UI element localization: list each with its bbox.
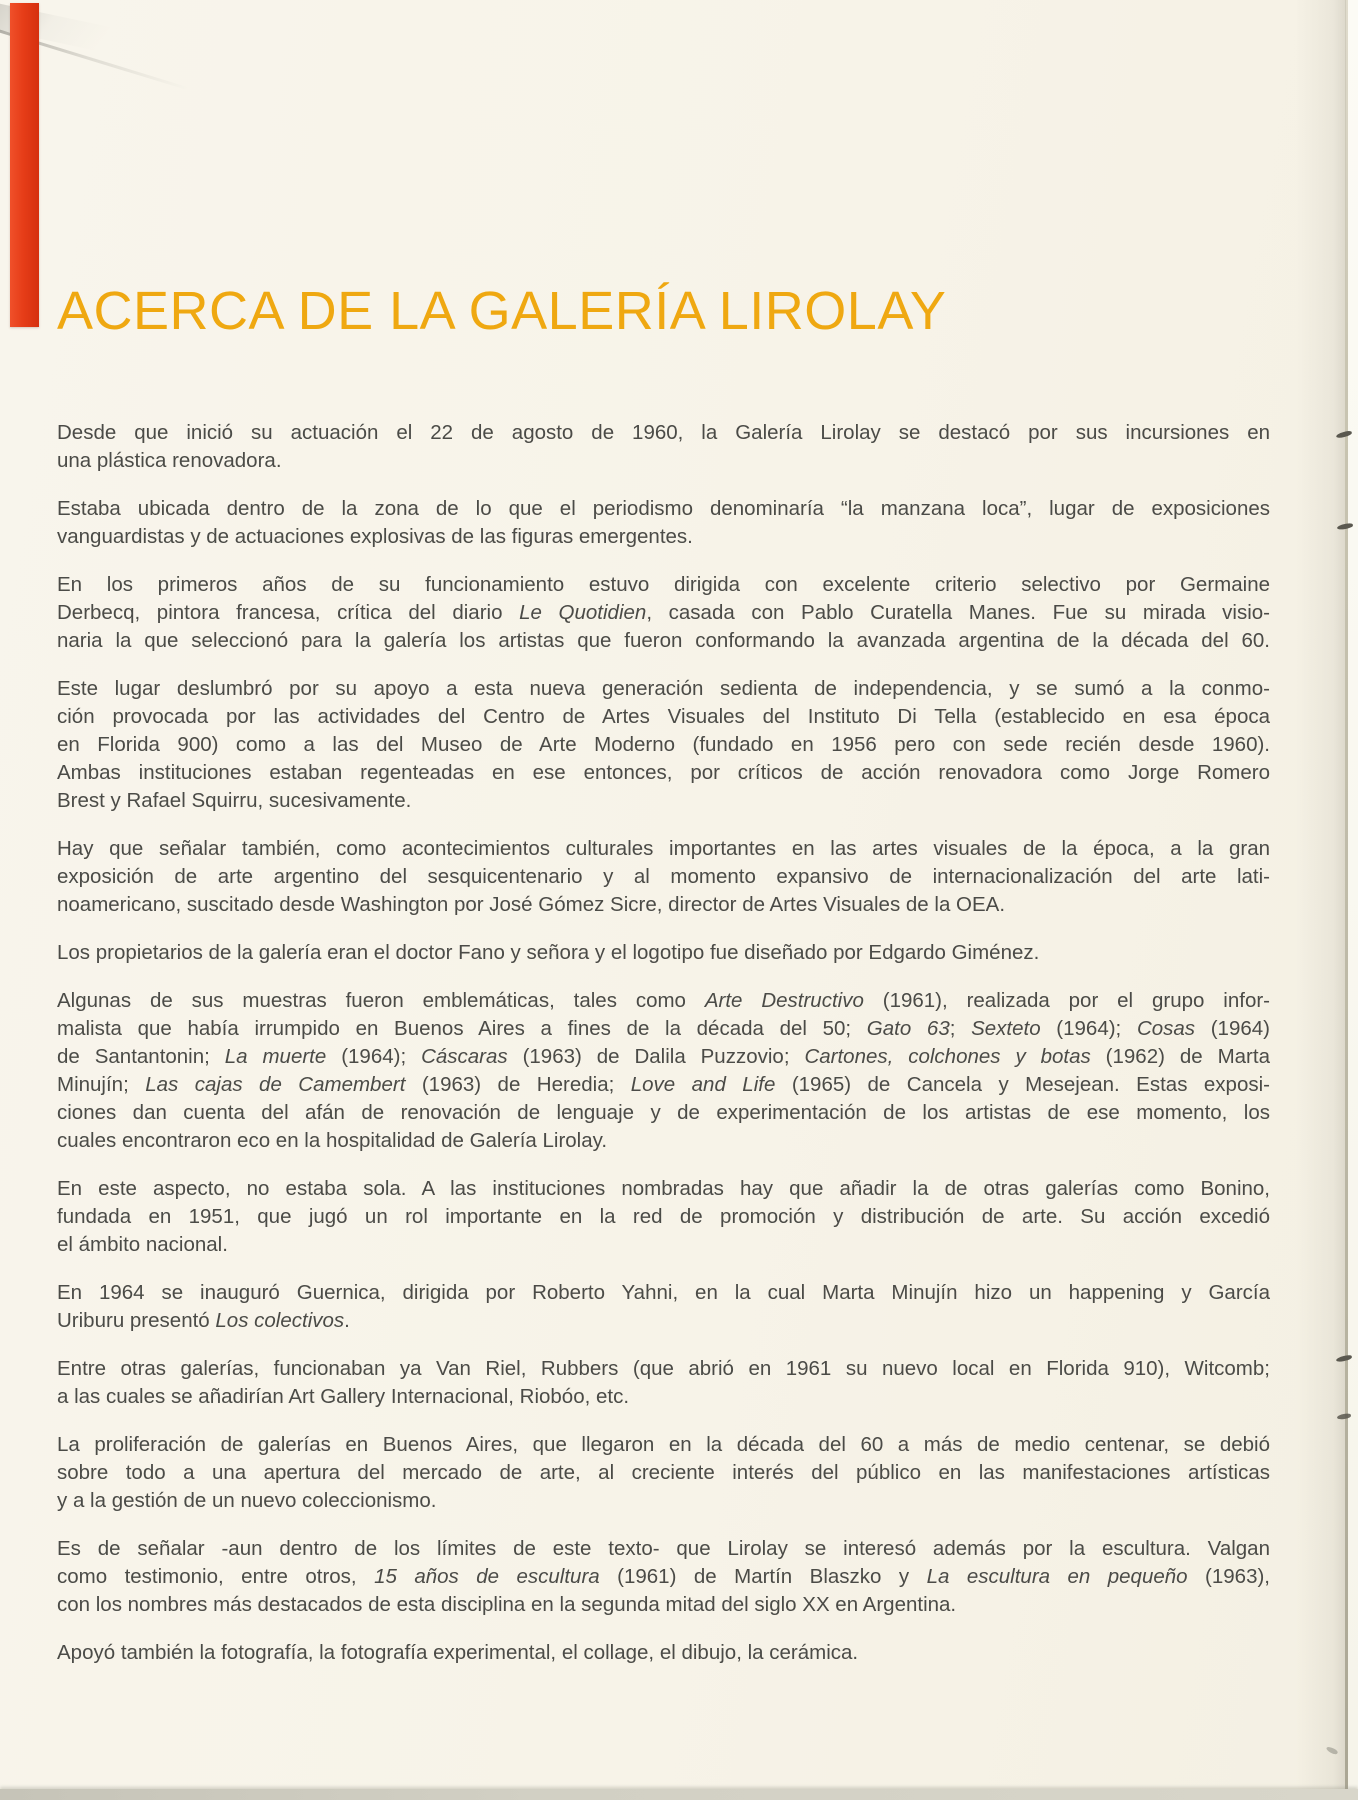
text-line: en Florida 900) como a las del Museo de Arte Moderno (fundado en 1956 pero con sede recién desde 1960). xyxy=(57,733,1270,756)
text-line: Los propietarios de la galería eran el doctor Fano y señora y el logotipo fue diseñado por Edgardo Giménez. xyxy=(57,941,1040,964)
paragraph xyxy=(57,675,1270,815)
paragraph xyxy=(57,571,1270,655)
paragraph xyxy=(57,1431,1270,1515)
text-line: vanguardistas y de actuaciones explosivas de las figuras emergentes. xyxy=(57,525,693,548)
text-line: Brest y Rafael Squirru, sucesivamente. xyxy=(57,789,412,812)
text-line: Derbecq, pintora francesa, crítica del diario Le Quotidien, casada con Pablo Curatella Manes. Fue su mirada visio- xyxy=(57,601,1270,624)
text-line: Desde que inició su actuación el 22 de agosto de 1960, la Galería Lirolay se destacó por sus incursiones en xyxy=(57,421,1270,444)
bottom-scan-edge xyxy=(0,1789,1358,1800)
paragraph xyxy=(57,987,1270,1155)
text-line: Minujín; Las cajas de Camembert (1963) de Heredia; Love and Life (1965) de Cancela y Mesejean. Estas exposi- xyxy=(57,1073,1270,1096)
text-line: como testimonio, entre otros, 15 años de escultura (1961) de Martín Blaszko y La escultura en pequeño (1963), xyxy=(57,1565,1270,1588)
text-line: La proliferación de galerías en Buenos Aires, que llegaron en la década del 60 a más de medio centenar, se debió xyxy=(57,1433,1270,1456)
paper-crease xyxy=(0,0,260,110)
text-line: noamericano, suscitado desde Washington por José Gómez Sicre, director de Artes Visuales de la OEA. xyxy=(57,893,1006,916)
page-title: ACERCA DE LA GALERÍA LIROLAY xyxy=(57,281,947,342)
paragraph xyxy=(57,1639,1270,1667)
text-line: una plástica renovadora. xyxy=(57,449,282,472)
text-line: de Santantonin; La muerte (1964); Cáscaras (1963) de Dalila Puzzovio; Cartones, colchones y botas (1962) de Marta xyxy=(57,1045,1270,1068)
text-line: ciones dan cuenta del afán de renovación de lenguaje y de experimentación de los artistas de ese momento, los xyxy=(57,1101,1270,1124)
page-edge-strip xyxy=(1348,0,1358,1800)
text-line: y a la gestión de un nuevo coleccionismo. xyxy=(57,1489,437,1512)
paragraph xyxy=(57,1355,1270,1411)
article-body xyxy=(57,419,1270,1687)
text-line: Hay que señalar también, como acontecimientos culturales importantes en las artes visuales de la época, a la gran xyxy=(57,837,1270,860)
text-line: fundada en 1951, que jugó un rol importante en la red de promoción y distribución de arte. Su acción excedió xyxy=(57,1205,1270,1228)
text-line: exposición de arte argentino del sesquicentenario y al momento expansivo de internacionalización del arte lati- xyxy=(57,865,1270,888)
page-edge-shadow xyxy=(1296,0,1346,1800)
text-line: Es de señalar -aun dentro de los límites de este texto- que Lirolay se interesó además por la escultura. Valgan xyxy=(57,1537,1270,1560)
text-line: con los nombres más destacados de esta disciplina en la segunda mitad del siglo XX en Argentina. xyxy=(57,1593,957,1616)
text-line: cuales encontraron eco en la hospitalidad de Galería Lirolay. xyxy=(57,1129,608,1152)
text-line: Estaba ubicada dentro de la zona de lo que el periodismo denominaría “la manzana loca”, lugar de exposiciones xyxy=(57,497,1270,520)
text-line: a las cuales se añadirían Art Gallery Internacional, Riobóo, etc. xyxy=(57,1385,630,1408)
text-line: Este lugar deslumbró por su apoyo a esta nueva generación sedienta de independencia, y se sumó a la conmo- xyxy=(57,677,1270,700)
paragraph xyxy=(57,1175,1270,1259)
text-line: ción provocada por las actividades del Centro de Artes Visuales del Instituto Di Tella (establecido en esa época xyxy=(57,705,1270,728)
text-line: Ambas instituciones estaban regenteadas en ese entonces, por críticos de acción renovadora como Jorge Romero xyxy=(57,761,1270,784)
text-line: Algunas de sus muestras fueron emblemáticas, tales como Arte Destructivo (1961), realizada por el grupo infor- xyxy=(57,989,1270,1012)
text-line: sobre todo a una apertura del mercado de arte, al creciente interés del público en las manifestaciones artísticas xyxy=(57,1461,1270,1484)
text-line: malista que había irrumpido en Buenos Aires a fines de la década del 50; Gato 63; Sexteto (1964); Cosas (1964) xyxy=(57,1017,1270,1040)
text-line: En 1964 se inauguró Guernica, dirigida por Roberto Yahni, en la cual Marta Minujín hizo un happening y García xyxy=(57,1281,1270,1304)
paragraph xyxy=(57,419,1270,475)
text-line: naria la que seleccionó para la galería los artistas que fueron conformando la avanzada argentina de la década del 60. xyxy=(57,629,1270,652)
text-line: el ámbito nacional. xyxy=(57,1233,228,1256)
text-line: Apoyó también la fotografía, la fotografía experimental, el collage, el dibujo, la cerámica. xyxy=(57,1641,859,1664)
text-line: En este aspecto, no estaba sola. A las instituciones nombradas hay que añadir la de otras galerías como Bonino, xyxy=(57,1177,1270,1200)
paragraph xyxy=(57,835,1270,919)
paragraph xyxy=(57,939,1270,967)
red-bookmark-stripe xyxy=(10,3,39,327)
paragraph xyxy=(57,1279,1270,1335)
paragraph xyxy=(57,495,1270,551)
text-line: Entre otras galerías, funcionaban ya Van Riel, Rubbers (que abrió en 1961 su nuevo local en Florida 910), Witcomb; xyxy=(57,1357,1270,1380)
text-line: En los primeros años de su funcionamiento estuvo dirigida con excelente criterio selectivo por Germaine xyxy=(57,573,1270,596)
paragraph xyxy=(57,1535,1270,1619)
text-line: Uriburu presentó Los colectivos. xyxy=(57,1309,350,1332)
